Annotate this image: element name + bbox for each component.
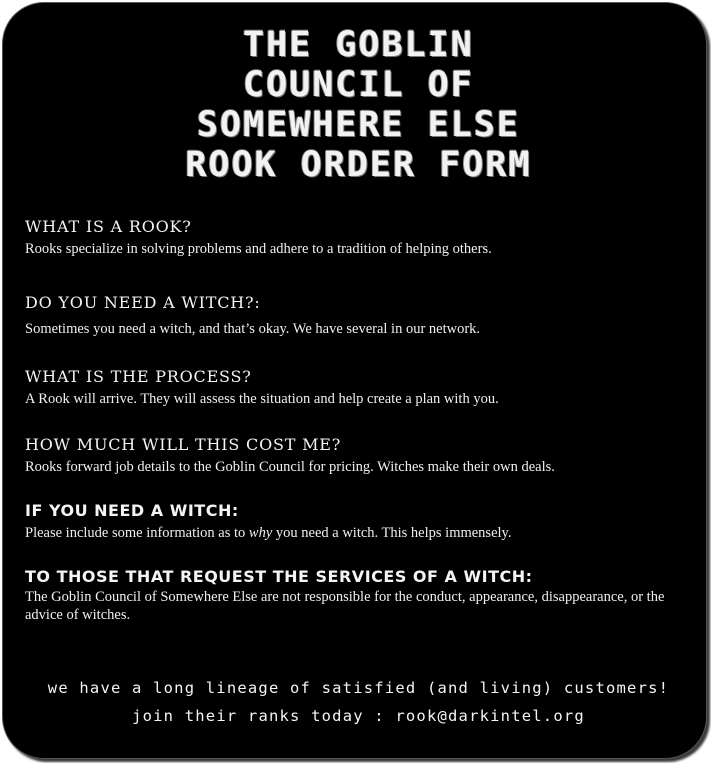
title-line: ROOK ORDER FORM xyxy=(185,145,532,185)
order-form-card xyxy=(2,2,707,759)
footer-tagline: we have a long lineage of satisfied (and living) customers! xyxy=(47,679,670,697)
section-cost xyxy=(25,435,700,476)
section-need-witch xyxy=(25,293,700,338)
footer-contact: join their ranks today : rook@darkintel.org xyxy=(132,707,585,725)
section-heading: WHAT IS THE PROCESS? xyxy=(25,367,252,386)
section-body: Rooks specialize in solving problems and adhere to a tradition of helping others. xyxy=(25,241,492,257)
section-heading: IF YOU NEED A WITCH: xyxy=(25,501,239,520)
body-emphasis: why xyxy=(248,525,273,541)
section-body xyxy=(25,524,700,542)
section-what-is-rook xyxy=(25,217,700,258)
title-line: SOMEWHERE ELSE xyxy=(196,105,520,145)
section-body: The Goblin Council of Somewhere Else are not responsible for the conduct, appearance, disappearance, or the advice of witches. xyxy=(25,589,665,623)
section-body: Sometimes you need a witch, and that’s okay. We have several in our network. xyxy=(25,321,481,337)
page-title xyxy=(3,25,707,185)
body-text: Please include some information as to xyxy=(25,525,249,541)
section-body: Rooks forward job details to the Goblin Council for pricing. Witches make their own deals. xyxy=(25,459,555,475)
section-witch-services xyxy=(25,567,700,624)
body-text: you need a witch. This helps immensely. xyxy=(272,525,512,541)
section-heading: WHAT IS A ROOK? xyxy=(25,217,192,236)
title-line: THE GOBLIN xyxy=(243,25,474,65)
section-body: A Rook will arrive. They will assess the situation and help create a plan with you. xyxy=(25,391,499,407)
section-heading: DO YOU NEED A WITCH?: xyxy=(25,293,261,312)
section-heading: TO THOSE THAT REQUEST THE SERVICES OF A WITCH: xyxy=(25,567,533,586)
title-line: COUNCIL OF xyxy=(243,65,474,105)
section-if-need-witch xyxy=(25,501,700,542)
section-heading: HOW MUCH WILL THIS COST ME? xyxy=(25,435,342,454)
section-process xyxy=(25,367,700,408)
